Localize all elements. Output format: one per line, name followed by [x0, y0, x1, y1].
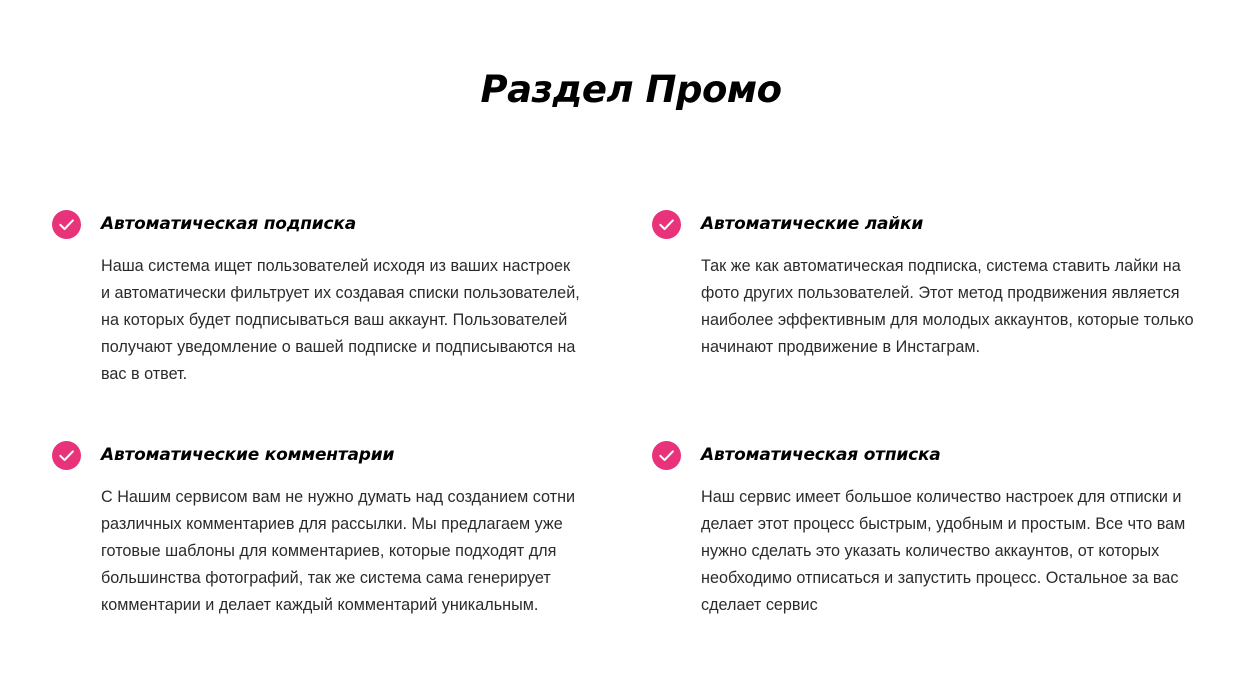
page-title: Раздел Промо — [480, 68, 782, 111]
checkmark-circle-icon — [52, 441, 81, 470]
feature-auto-comments — [52, 440, 576, 619]
feature-auto-unfollow — [652, 440, 1186, 619]
feature-title: Автоматическая отписка — [701, 445, 941, 465]
feature-header — [52, 209, 572, 239]
feature-title: Автоматическая подписка — [101, 214, 356, 234]
checkmark-circle-icon — [652, 210, 681, 239]
feature-description: С Нашим сервисом вам не нужно думать над созданием сотни различных комментариев для рассылки. Мы предлагаем уже готовые шаблоны для комментариев, которые подходят для большинства фотографий, так же система сама генерирует комментарии и делает каждый комментарий уникальным. — [101, 488, 576, 614]
checkmark-circle-icon — [652, 441, 681, 470]
feature-auto-follow — [52, 209, 580, 388]
feature-header — [652, 209, 1172, 239]
feature-title: Автоматические лайки — [701, 214, 924, 234]
feature-header — [652, 440, 1172, 470]
feature-header — [52, 440, 572, 470]
checkmark-circle-icon — [52, 210, 81, 239]
feature-title: Автоматические комментарии — [101, 445, 395, 465]
feature-description: Так же как автоматическая подписка, система ставить лайки на фото других пользователей. Этот метод продвижения является наиболее эффективным для молодых аккаунтов, которые только начинают продвижение в Инстаграм. — [701, 257, 1194, 356]
feature-auto-likes — [652, 209, 1194, 361]
feature-description: Наша система ищет пользователей исходя из ваших настроек и автоматически фильтрует их создавая списки пользователей, на которых будет подписываться ваш аккаунт. Пользователей получают уведомление о вашей подписке и подписываются на вас в ответ. — [101, 257, 580, 383]
feature-description: Наш сервис имеет большое количество настроек для отписки и делает этот процесс быстрым, удобным и простым. Все что вам нужно сделать это указать количество аккаунтов, от которых необходимо отписаться и запустить процесс. Остальное за вас сделает сервис — [701, 488, 1186, 614]
